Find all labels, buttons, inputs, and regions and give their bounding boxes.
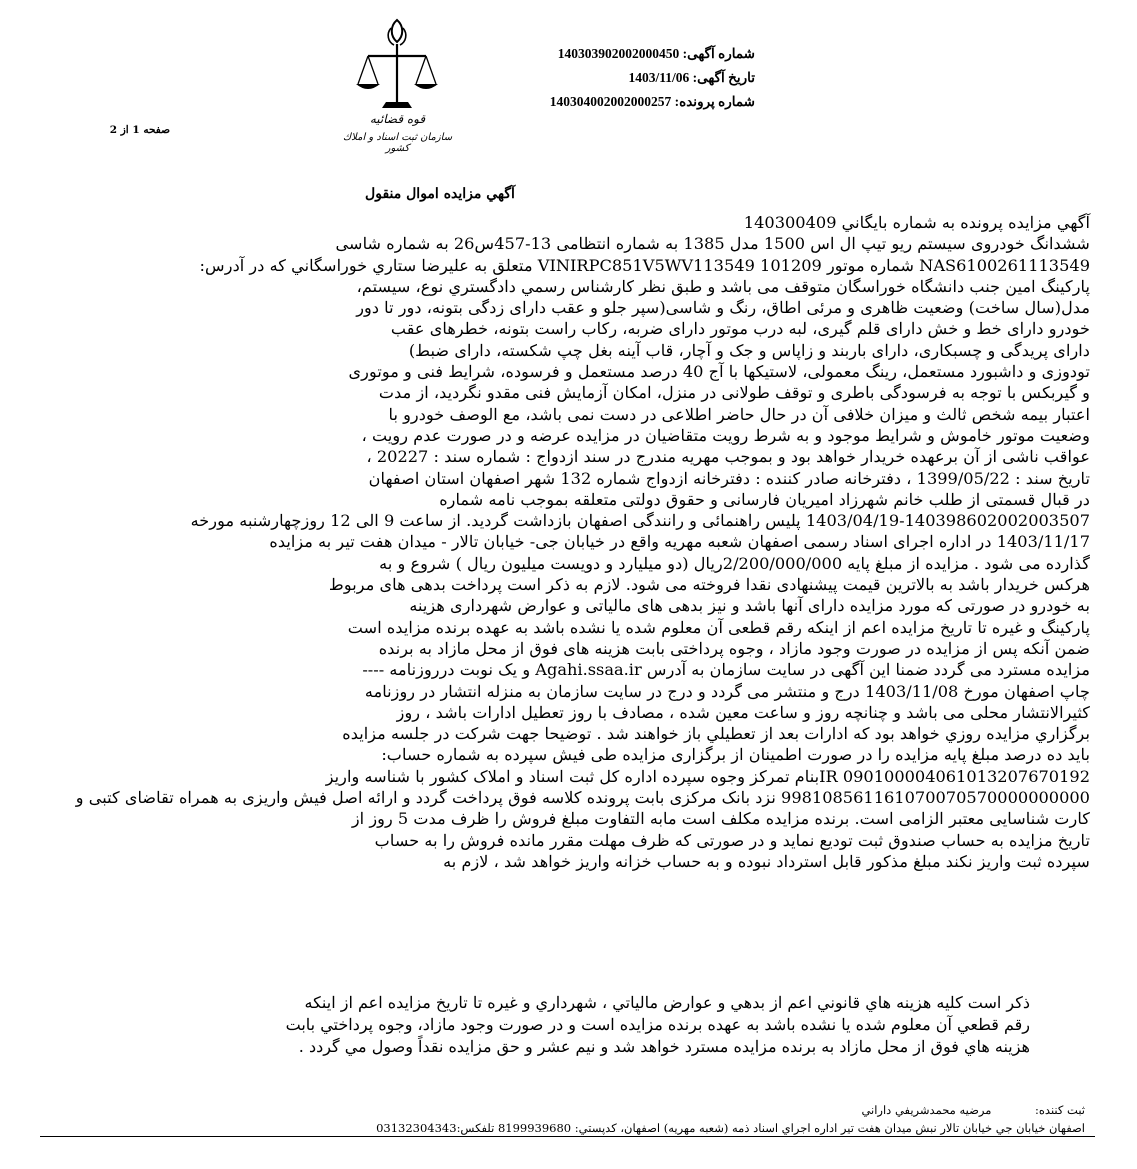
body-line: در قبال قسمتی از طلب خانم شهرزاد امیریان فارسانی و حقوق دولتی متعلقه بموجب نامه شماره	[439, 489, 1090, 509]
body-line: پارکینگ و غیره تا تاریخ مزایده اعم از اینکه رقم قطعی آن معلوم شده یا نشده باشد به عهده برنده مزایده است	[347, 617, 1090, 637]
signature-block	[40, 1103, 1095, 1153]
body-line: وضعیت موتور خاموش و شرایط موجود و به شرط رویت متقاضیان در مزایده عرضه و در صورت عدم رویت ،	[361, 425, 1090, 445]
org-name-line2: سازمان ثبت اسناد و املاك كشور	[342, 132, 453, 154]
case-number-row	[515, 90, 755, 114]
body-line: چاپ اصفهان مورخ 1403/11/08 درج و منتشر می گردد و درج در سایت سازمان به منزله انتشار در روزنامه	[364, 681, 1090, 701]
case-number-label: شماره پرونده:	[674, 94, 755, 109]
org-name-line1: قوه قضائيه	[369, 112, 426, 126]
body-line: به خودرو در صورتی که مورد مزایده دارای آنها باشد و نیز بدهی های مالیاتی و عوارض شهرداری هزینه	[409, 596, 1090, 616]
body-line: ششدانگ خودروی سیستم ریو تیپ ال اس 1500 مدل 1385 به شماره انتظامی 13-457س26 به شماره شاسی	[335, 234, 1090, 254]
body-line: برگزاري مزايده روزي خواهد بود كه ادارات بعد از تعطيلي باز خواهند شد . توضیحا جهت شرکت در جلسه مزایده	[342, 724, 1090, 744]
body-line: NAS6100261113549 شماره موتور 101209 VINIRPC851V5WV113549 متعلق به عليرضا ستاري خوراسگاني كه در آدرس:	[199, 255, 1090, 275]
body-line: ضمن آنکه پس از مزایده در صورت وجود مازاد ، وجوه پرداختی بابت هزینه های فوق از محل مازاد به برنده	[378, 638, 1090, 658]
document-title: آگهي مزايده اموال منقول	[365, 186, 515, 202]
signature-name: مرضيه محمدشريفي داراني	[861, 1103, 992, 1117]
signature-label: ثبت کننده:	[1035, 1103, 1085, 1117]
body-line: کارت شناسایی معتبر الزامی است. برنده مزایده مکلف است مابه التفاوت مبلغ فروش را ظرف مدت 5 روز از	[351, 809, 1090, 829]
body-line: هرکس خریدار باشد به بالاترین قیمت پیشنهادی نقدا فروخته می شود. لازم به ذکر است پرداخت بدهی های مربوط	[328, 575, 1090, 595]
body-line: IR 090100004061013207670192بنام تمرکز وجوه سپرده اداره کل ثبت اسناد و املاک کشور با شناسه واریز	[325, 766, 1090, 786]
ad-number: 140303902002000450	[557, 46, 680, 61]
body-line: 998108561161070070570000000000 نزد بانک مرکزی بابت پرونده کلاسه فوق پرداخت گردد و ارائه اصل فیش واریزی به همراه تقاضای کتبی و	[75, 788, 1090, 808]
body-line: 1403/04/19-140398602002003507 پلیس راهنمائی و رانندگی اصفهان بازداشت گردید. از ساعت 9 الی 12 روزچهارشنبه مورخه	[190, 511, 1090, 531]
ad-number-row	[515, 42, 755, 66]
auction-footer-text	[30, 992, 1030, 1058]
ad-date-row	[515, 66, 755, 90]
footer-line: رقم قطعي آن معلوم شده يا نشده باشد به عهده برنده مزايده است و در صورت وجود مازاد، وجوه پرداختي بابت	[285, 1015, 1030, 1034]
body-line: عواقب ناشی از آن برعهده خریدار خواهد بود و بموجب مهریه مندرج در سند ازدواج : شماره سند : 20227 ،	[366, 447, 1090, 467]
ad-date-label: تاریخ آگهی:	[692, 70, 755, 85]
auction-body-text	[30, 212, 1090, 872]
body-line: مزایده مسترد می گردد ضمنا این آگهی در سایت سازمان به آدرس Agahi.ssaa.ir و یک نوبت درروزنامه ----	[362, 660, 1090, 680]
ad-number-label: شماره آگهی:	[682, 46, 755, 61]
body-line: تاریخ مزایده به حساب صندوق ثبت تودیع نماید و در صورتی که ظرف مهلت مقرر مانده فروش را به حساب	[374, 830, 1090, 850]
judiciary-emblem	[342, 14, 453, 169]
ad-date: 1403/11/06	[628, 70, 690, 85]
body-line: تودوزی و داشبورد مستعمل، رینگ معمولی، لاستیکها با آج 40 درصد مستعمل و فرسوده، شرایط فنی و موتوری	[348, 362, 1090, 382]
page-indicator: صفحه 1 از 2	[109, 124, 170, 136]
body-line: 1403/11/17 در اداره اجرای اسناد رسمی اصفهان شعبه مهریه واقع در خیابان جی- خیابان تالار - میدان هفت تیر به مزایده	[269, 532, 1090, 552]
body-line: دارای پریدگی و چسبکاری، دارای باربند و زاپاس و جک و آچار، قاب آینه بغل چپ شکسته، دارای ضبط)	[408, 340, 1090, 360]
footer-line: ذكر است كليه هزينه هاي قانوني اعم از بدهي و عوارض مالياتي ، شهرداري و غيره تا تاريخ مزايده اعم از اينكه	[304, 993, 1030, 1012]
case-number: 140304002002000257	[549, 94, 672, 109]
body-line: گذارده می شود . مزایده از مبلغ پایه 2/200/000/000ریال (دو میلیارد و دویست میلیون ریال ) شروع و به	[379, 553, 1090, 573]
body-line: اعتبار بیمه شخص ثالث و میزان خلافی آن در حال حاضر اطلاعی در دست نمی باشد، مع الوصف خودرو با	[388, 404, 1090, 424]
body-line: مدل(سال ساخت) وضعیت ظاهری و مرئی اطاق، رنگ و شاسی(سپر جلو و عقب دارای زدگی بتونه، دور تا دور	[356, 298, 1090, 318]
body-line: سپرده ثبت واریز نکند مبلغ مذکور قابل استرداد نبوده و به حساب خزانه واریز خواهد شد ، لازم به	[443, 851, 1090, 871]
body-line: و گیربکس با توجه به فرسودگی باطری و توقف طولانی در منزل، امکان آزمایش فنی مقدو نگردید، از مدت	[378, 383, 1090, 403]
body-line: آگهي مزايده پرونده به شماره بايگاني 140300409	[743, 213, 1090, 232]
office-address: اصفهان خيابان جي خيابان تالار نبش ميدان هفت تير اداره اجراي اسناد ذمه (شعبه مهريه) اصفهان، كدپستي: 8199939680 تلفكس:03132304343	[376, 1121, 1085, 1135]
ad-meta	[515, 42, 755, 114]
signature-line	[861, 1103, 1085, 1117]
footer-line: هزينه هاي فوق از محل مازاد به برنده مزايده مسترد خواهد شد و نيم عشر و حق مزايده نقداً وصول مي گردد .	[298, 1037, 1030, 1056]
body-line: كثیرالانتشار محلی می باشد و چنانچه روز و ساعت معین شده ، مصادف با روز تعطیل ادارات باشد ، روز	[396, 702, 1090, 722]
body-line: پارکینگ امین جنب دانشگاه خوراسگان متوقف می باشد و طبق نظر کارشناس رسمي دادگستري نوع، سیستم،	[356, 276, 1090, 296]
body-line: تاریخ سند : 1399/05/22 ، دفترخانه صادر کننده : دفترخانه ازدواج شماره 132 شهر اصفهان استان اصفهان	[368, 468, 1090, 488]
body-line: باید ده درصد مبلغ پایه مزایده را در صورت اطمینان از برگزاری مزایده طی فیش سپرده به شماره حساب:	[381, 745, 1090, 765]
body-line: خودرو دارای خط و خش دارای قلم گیری، لبه درب موتور دارای ضربه، رکاب راست بتونه، خطرهای عقب	[390, 319, 1090, 339]
footer-divider	[40, 1136, 1095, 1137]
